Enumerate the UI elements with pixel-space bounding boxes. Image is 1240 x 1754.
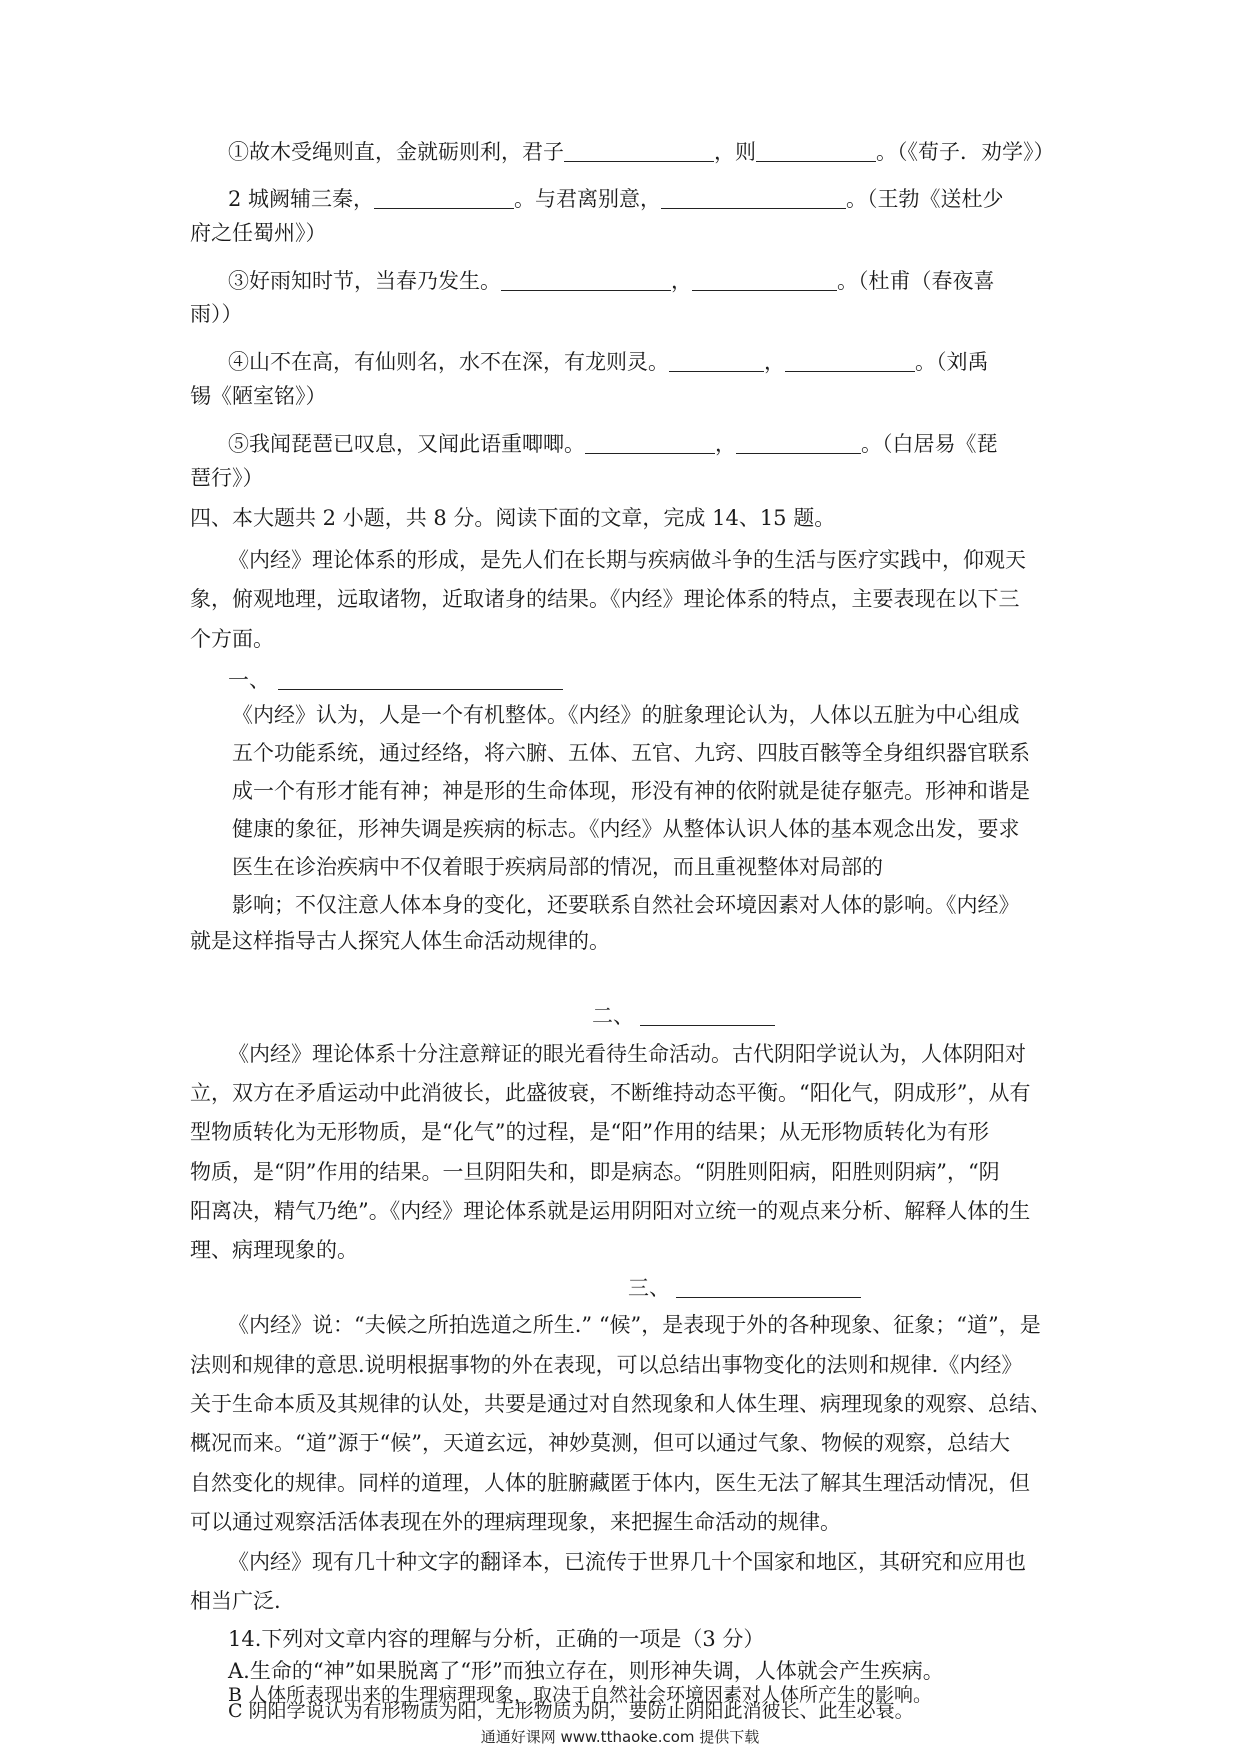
part-1-heading: [228, 665, 1060, 695]
option-a[interactable]: A.生命的“神”如果脱离了“形”而独立存在，则形神失调，人体就会产生疾病。: [228, 1659, 944, 1683]
closing-line: 《内经》现有几十种文字的翻译本，已流传于世界几十个国家和地区，其研究和应用也: [228, 1550, 1026, 1574]
poem-line-2: [228, 184, 1060, 214]
answer-blank[interactable]: [661, 186, 846, 209]
poem-line-5: [228, 429, 1060, 459]
poem-line-1: [228, 137, 1060, 167]
intro-line: 象，俯观地理，远取诸物，近取诸身的结果。《内经》理论体系的特点，主要表现在以下三: [190, 587, 1020, 611]
part-2-line: 理、病理现象的。: [190, 1238, 358, 1262]
answer-blank[interactable]: [640, 1003, 775, 1026]
answer-blank[interactable]: [564, 139, 714, 162]
answer-blank[interactable]: [669, 349, 764, 372]
poem-4-cont: 锡《陋室铭》）: [190, 384, 327, 408]
part-1-line: 健康的象征，形神失调是疾病的标志。《内经》从整体认识人体的基本观念出发，要求: [232, 817, 1020, 841]
poem-2-cont: 府之任蜀州》）: [190, 221, 327, 245]
answer-blank[interactable]: [756, 139, 876, 162]
answer-blank[interactable]: [676, 1275, 861, 1298]
option-c[interactable]: C 阴阳学说认为有形物质为阳，无形物质为阴，要防止阴阳此消彼长、此生必衰。: [228, 1700, 914, 1722]
poem-2-text: 2 城阙辅三秦，: [228, 187, 375, 211]
footer-credit: 通通好课网 www.tthaoke.com 提供下载: [480, 1728, 760, 1746]
part-2-label: 二、: [592, 1004, 634, 1028]
poem-3-cont: 雨））: [190, 302, 243, 326]
part-1-line: 影响；不仅注意人体本身的变化，还要联系自然社会环境因素对人体的影响。《内经》: [232, 893, 1020, 917]
answer-blank[interactable]: [501, 268, 671, 291]
option-b[interactable]: B 人体所表现出来的生理病理现象，取决于自然社会环境因素对人体所产生的影响。: [228, 1684, 933, 1706]
part-1-line: 《内经》认为，人是一个有机整体。《内经》的脏象理论认为，人体以五脏为中心组成: [232, 703, 1020, 727]
intro-line: 《内经》理论体系的形成，是先人们在长期与疾病做斗争的生活与医疗实践中，仰观天: [228, 548, 1026, 572]
poem-5-mid: ，: [715, 432, 736, 456]
part-3-line: 法则和规律的意思.说明根据事物的外在表现，可以总结出事物变化的法则和规律.《内经》: [190, 1353, 1023, 1377]
part-1-label: 一、: [228, 668, 270, 692]
part-3-label: 三、: [628, 1276, 670, 1300]
poem-1-source: 。（《荀子．劝学》）: [876, 140, 1055, 164]
answer-blank[interactable]: [278, 667, 563, 690]
poem-5-cont: 琶行》）: [190, 466, 264, 490]
answer-blank[interactable]: [736, 431, 861, 454]
answer-blank[interactable]: [692, 268, 837, 291]
part-1-line: 五个功能系统，通过经络，将六腑、五体、五官、九窍、四肢百骸等全身组织器官联系: [232, 741, 1030, 765]
poem-2-mid: 。与君离别意，: [514, 187, 662, 211]
poem-3-text: ③好雨知时节，当春乃发生。: [228, 269, 501, 293]
part-3-line: 自然变化的规律。同样的道理，人体的脏腑藏匿于体内，医生无法了解其生理活动情况，但: [190, 1471, 1030, 1495]
poem-2-source: 。（王勃《送杜少: [846, 187, 1004, 211]
poem-4-text: ④山不在高，有仙则名，水不在深，有龙则灵。: [228, 350, 669, 374]
answer-blank[interactable]: [585, 431, 715, 454]
part-2-line: 物质，是“阴”作用的结果。一旦阴阳失和，即是病态。“阴胜则阳病，阳胜则阴病”，“阴: [190, 1160, 1000, 1184]
answer-blank[interactable]: [374, 186, 514, 209]
part-2-line: 型物质转化为无形物质，是“化气”的过程，是“阳”作用的结果；从无形物质转化为有形: [190, 1120, 989, 1144]
poem-3-source: 。（杜甫（春夜喜: [837, 269, 995, 293]
part-3-line: 概况而来。“道”源于“候”，天道玄远，神妙莫测，但可以通过气象、物候的观察，总结大: [190, 1431, 1010, 1455]
part-1-line: 就是这样指导古人探究人体生命活动规律的。: [190, 929, 610, 953]
part-2-line: 立，双方在矛盾运动中此消彼长，此盛彼衰，不断维持动态平衡。“阳化气，阴成形”，从有: [190, 1081, 1031, 1105]
part-2-heading: [592, 1001, 892, 1031]
poem-5-text: ⑤我闻琵琶已叹息，又闻此语重唧唧。: [228, 432, 585, 456]
part-1-line: 医生在诊治疾病中不仅着眼于疾病局部的情况，而且重视整体对局部的: [232, 855, 883, 879]
part-3-line: 《内经》说：“夫候之所拍选道之所生.” “候”，是表现于外的各种现象、征象；“道”，是: [228, 1313, 1041, 1337]
poem-5-source: 。（白居易《琵: [861, 432, 998, 456]
part-3-line: 关于生命本质及其规律的认处，共要是通过对自然现象和人体生理、病理现象的观察、总结、: [190, 1392, 1051, 1416]
part-3-line: 可以通过观察活活体表现在外的理病理现象，来把握生命活动的规律。: [190, 1510, 841, 1534]
answer-blank[interactable]: [785, 349, 915, 372]
part-2-line: 阳离决，精气乃绝”。《内经》理论体系就是运用阴阳对立统一的观点来分析、解释人体的生: [190, 1199, 1031, 1223]
part-3-heading: [628, 1273, 928, 1303]
part-2-line: 《内经》理论体系十分注意辩证的眼光看待生命活动。古代阴阳学说认为，人体阴阳对: [228, 1042, 1026, 1066]
poem-line-3: [228, 266, 1060, 296]
poem-1-text: ①故木受绳则直，金就砺则利，君子: [228, 140, 564, 164]
poem-4-source: 。（刘禹: [915, 350, 989, 374]
poem-line-4: [228, 347, 1060, 377]
intro-line: 个方面。: [190, 627, 274, 651]
poem-1-mid: ，则: [714, 140, 756, 164]
question-14: 14.下列对文章内容的理解与分析，正确的一项是（3 分）: [228, 1627, 765, 1651]
closing-line: 相当广泛.: [190, 1589, 281, 1613]
poem-4-mid: ，: [764, 350, 785, 374]
part-1-line: 成一个有形才能有神；神是形的生命体现，形没有神的依附就是徒存躯壳。形神和谐是: [232, 779, 1030, 803]
poem-3-mid: ，: [671, 269, 692, 293]
section-4-heading: 四、本大题共 2 小题，共 8 分。阅读下面的文章，完成 14、15 题。: [190, 506, 836, 530]
